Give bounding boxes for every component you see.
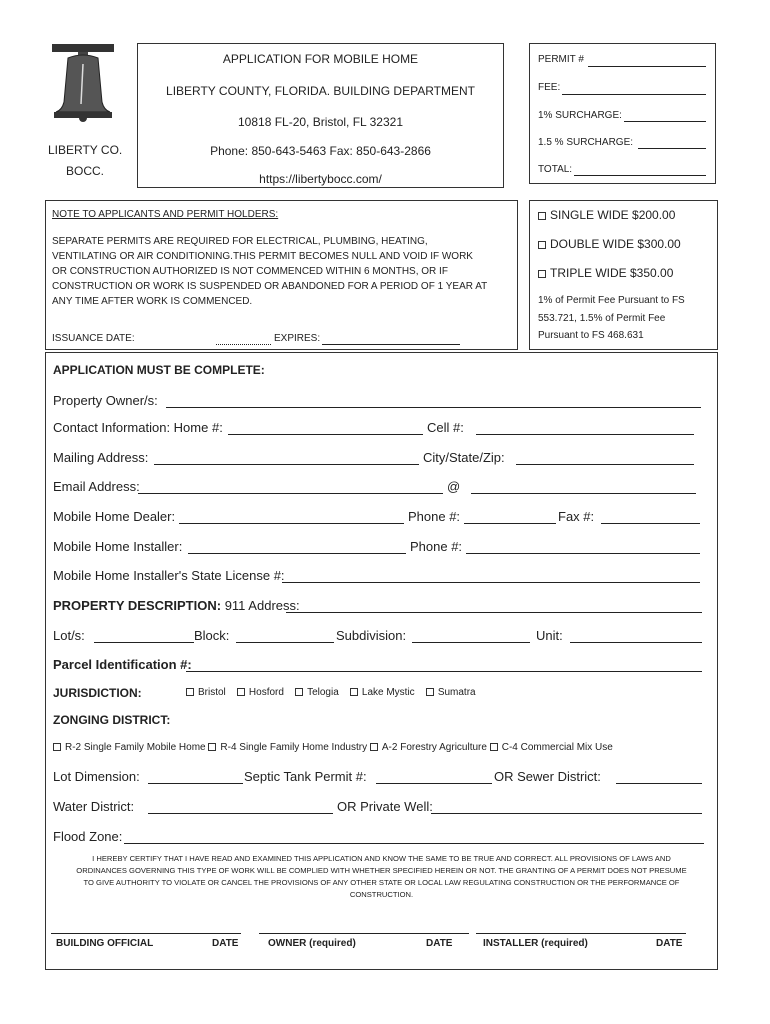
zone-c4[interactable] [490, 742, 613, 753]
official-signature-line[interactable] [51, 933, 241, 934]
lot-dimension-field[interactable] [148, 783, 243, 784]
water-label: Water District: [53, 799, 135, 814]
checkbox-icon[interactable] [538, 270, 546, 278]
application-box [45, 352, 718, 970]
jur-sumatra-label: Sumatra [437, 687, 476, 698]
official-date-label: DATE [212, 938, 239, 949]
jur-telogia-label: Telogia [307, 687, 339, 698]
official-signature-label: BUILDING OFFICIAL [56, 938, 154, 949]
logo-line1: LIBERTY CO. [48, 143, 123, 157]
address911-field[interactable] [286, 612, 702, 613]
jur-telogia[interactable] [295, 687, 339, 698]
jur-bristol-label: Bristol [198, 687, 226, 698]
zoning-label: ZONGING DISTRICT: [53, 713, 171, 727]
mailing-field[interactable] [154, 464, 419, 465]
email-at: @ [447, 479, 461, 494]
triple-wide-option[interactable] [538, 266, 673, 280]
liberty-bell-icon [48, 42, 118, 124]
certify-line-3: TO GIVE AUTHORITY TO VIOLATE OR CANCEL THE PROVISIONS OF ANY OTHER STATE OR LOCAL LAW REGULATING CONSTRUCTION OR THE PERFORMANCE OF [83, 878, 680, 887]
must-complete-heading: APPLICATION MUST BE COMPLETE: [53, 363, 265, 377]
installer-date-label: DATE [656, 938, 683, 949]
owner-field[interactable] [166, 407, 701, 408]
unit-label: Unit: [536, 628, 563, 643]
home-phone-label: Contact Information: Home #: [53, 420, 223, 435]
mailing-label: Mailing Address: [53, 450, 149, 465]
owner-date-label: DATE [426, 938, 453, 949]
checkbox-icon[interactable] [370, 743, 378, 751]
surcharge15-label: 1.5 % SURCHARGE: [538, 137, 634, 148]
checkbox-icon[interactable] [208, 743, 216, 751]
address911-label: 911 Address: [224, 598, 300, 613]
owner-signature-line[interactable] [259, 933, 469, 934]
permit-label: PERMIT # [538, 54, 584, 65]
checkbox-icon[interactable] [295, 688, 303, 696]
jurisdiction-label: JURISDICTION: [53, 686, 142, 700]
lot-dimension-label: Lot Dimension: [53, 769, 140, 784]
jurisdiction-options [186, 687, 476, 698]
zone-r4[interactable] [208, 742, 367, 753]
fee-box [529, 43, 716, 184]
installer-license-field[interactable] [282, 582, 700, 583]
checkbox-icon[interactable] [538, 241, 546, 249]
jur-lake-mystic-label: Lake Mystic [361, 687, 415, 698]
property-description-label [53, 598, 300, 613]
fee-note-2: 553.721, 1.5% of Permit Fee [538, 313, 666, 324]
total-field[interactable] [574, 175, 706, 176]
dealer-fax-field[interactable] [601, 523, 700, 524]
note-line-4: CONSTRUCTION OR WORK IS SUSPENDED OR ABANDONED FOR A PERIOD OF 1 YEAR AT [52, 281, 488, 292]
options-box [529, 200, 718, 350]
single-wide-option[interactable] [538, 208, 675, 222]
zone-r2[interactable] [53, 742, 206, 753]
installer-field[interactable] [188, 553, 406, 554]
department-name: LIBERTY COUNTY, FLORIDA. BUILDING DEPARTMENT [166, 84, 475, 98]
city-label: City/State/Zip: [423, 450, 505, 465]
note-line-1: SEPARATE PERMITS ARE REQUIRED FOR ELECTRICAL, PLUMBING, HEATING, [52, 236, 428, 247]
installer-phone-field[interactable] [466, 553, 700, 554]
subdivision-label: Subdivision: [336, 628, 407, 643]
city-field[interactable] [516, 464, 694, 465]
header-box [137, 43, 504, 188]
parcel-label: Parcel Identification #: [53, 657, 192, 672]
jur-sumatra[interactable] [426, 687, 476, 698]
permit-field[interactable] [588, 66, 706, 67]
issuance-field[interactable] [216, 344, 271, 345]
expires-field[interactable] [322, 344, 460, 345]
zone-r2-label: R-2 Single Family Mobile Home [65, 742, 206, 753]
jur-bristol[interactable] [186, 687, 226, 698]
note-line-3: OR CONSTRUCTION AUTHORIZED IS NOT COMMENCED WITHIN 6 MONTHS, OR IF [52, 266, 448, 277]
certify-line-2: ORDINANCES GOVERNING THIS TYPE OF WORK WILL BE COMPLIED WITH WHETHER SPECIFIED HEREIN OR NOT. THE GRANTING OF A PERMIT DOES NOT PRESUME [76, 866, 687, 875]
dealer-fax-label: Fax #: [558, 509, 595, 524]
cell-label: Cell #: [427, 420, 464, 435]
fee-note-1: 1% of Permit Fee Pursuant to FS [538, 295, 685, 306]
home-phone-field[interactable] [228, 434, 423, 435]
installer-signature-label: INSTALLER (required) [483, 938, 588, 949]
installer-phone-label: Phone #: [410, 539, 463, 554]
zone-r4-label: R-4 Single Family Home Industry [220, 742, 368, 753]
checkbox-icon[interactable] [186, 688, 194, 696]
double-wide-option[interactable] [538, 237, 681, 251]
checkbox-icon[interactable] [350, 688, 358, 696]
jur-hosford[interactable] [237, 687, 284, 698]
logo-line2: BOCC. [66, 164, 105, 178]
dealer-phone-label: Phone #: [408, 509, 461, 524]
dealer-field[interactable] [179, 523, 404, 524]
expires-label: EXPIRES: [274, 333, 321, 344]
jur-lake-mystic[interactable] [350, 687, 415, 698]
zone-a2-label: A-2 Forestry Agriculture [381, 742, 487, 753]
sewer-label: OR Sewer District: [494, 769, 601, 784]
issuance-label: ISSUANCE DATE: [52, 333, 135, 344]
email-domain-field[interactable] [471, 493, 696, 494]
block-label: Block: [194, 628, 230, 643]
note-heading: NOTE TO APPLICANTS AND PERMIT HOLDERS: [52, 209, 279, 220]
department-address: 10818 FL-20, Bristol, FL 32321 [238, 115, 403, 129]
email-user-field[interactable] [138, 493, 443, 494]
surcharge15-field[interactable] [638, 148, 706, 149]
property-description-heading: PROPERTY DESCRIPTION: [53, 598, 222, 613]
flood-field[interactable] [124, 843, 704, 844]
dealer-label: Mobile Home Dealer: [53, 509, 176, 524]
checkbox-icon[interactable] [490, 743, 498, 751]
septic-field[interactable] [376, 783, 492, 784]
zoning-options [53, 742, 613, 753]
note-box [45, 200, 518, 350]
fee-field[interactable] [562, 94, 706, 95]
flood-label: Flood Zone: [53, 829, 123, 844]
single-wide-label: SINGLE WIDE $200.00 [550, 208, 676, 222]
cell-field[interactable] [476, 434, 694, 435]
certify-line-4: CONSTRUCTION. [349, 890, 414, 899]
septic-label: Septic Tank Permit #: [244, 769, 367, 784]
total-label: TOTAL: [538, 164, 573, 175]
triple-wide-label: TRIPLE WIDE $350.00 [550, 266, 674, 280]
liberty-bell-logo [48, 42, 118, 124]
checkbox-icon[interactable] [538, 212, 546, 220]
dealer-phone-field[interactable] [464, 523, 556, 524]
installer-label: Mobile Home Installer: [53, 539, 183, 554]
owner-label: Property Owner/s: [53, 393, 158, 408]
note-line-2: VENTILATING OR AIR CONDITIONING.THIS PERMIT BECOMES NULL AND VOID IF WORK [52, 251, 473, 262]
parcel-field[interactable] [186, 671, 702, 672]
checkbox-icon[interactable] [237, 688, 245, 696]
certify-line-1: I HEREBY CERTIFY THAT I HAVE READ AND EXAMINED THIS APPLICATION AND KNOW THE SAME TO BE TRUE AND CORRECT. ALL PROVISIONS OF LAWS AND [92, 854, 671, 863]
installer-license-label: Mobile Home Installer's State License #: [53, 568, 285, 583]
note-line-5: ANY TIME AFTER WORK IS COMMENCED. [52, 296, 253, 307]
sewer-field[interactable] [616, 783, 702, 784]
zone-a2[interactable] [370, 742, 487, 753]
certification-text [50, 853, 713, 901]
double-wide-label: DOUBLE WIDE $300.00 [550, 237, 681, 251]
unit-field[interactable] [570, 642, 702, 643]
owner-signature-label: OWNER (required) [268, 938, 356, 949]
fee-note-3: Pursuant to FS 468.631 [538, 330, 644, 341]
department-url: https://libertybocc.com/ [259, 172, 382, 186]
lots-field[interactable] [94, 642, 194, 643]
installer-signature-line[interactable] [476, 933, 686, 934]
email-label: Email Address: [53, 479, 140, 494]
checkbox-icon[interactable] [426, 688, 434, 696]
fee-label: FEE: [538, 82, 561, 93]
surcharge1-label: 1% SURCHARGE: [538, 110, 622, 121]
checkbox-icon[interactable] [53, 743, 61, 751]
lots-label: Lot/s: [53, 628, 85, 643]
block-field[interactable] [236, 642, 334, 643]
jur-hosford-label: Hosford [248, 687, 284, 698]
well-label: OR Private Well: [337, 799, 433, 814]
surcharge1-field[interactable] [624, 121, 706, 122]
well-field[interactable] [431, 813, 702, 814]
subdivision-field[interactable] [412, 642, 530, 643]
water-field[interactable] [148, 813, 333, 814]
zone-c4-label: C-4 Commercial Mix Use [501, 742, 613, 753]
form-title: APPLICATION FOR MOBILE HOME [222, 52, 419, 66]
department-phone: Phone: 850-643-5463 Fax: 850-643-2866 [210, 144, 431, 158]
